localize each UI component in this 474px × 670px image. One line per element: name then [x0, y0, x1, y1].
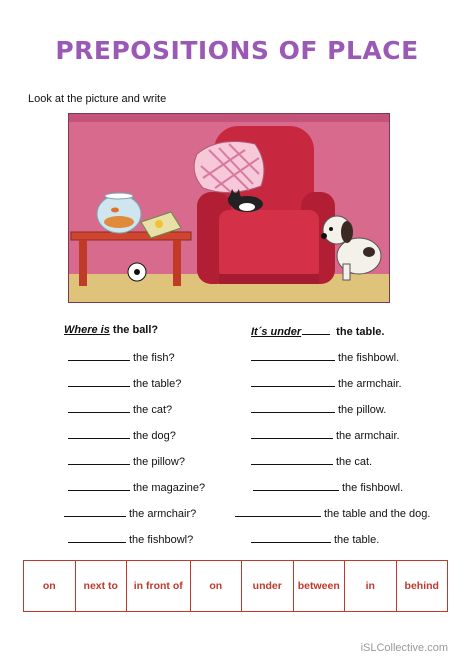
question-blank[interactable] [68, 454, 130, 465]
question-row [68, 376, 181, 390]
question-blank[interactable] [68, 428, 130, 439]
answer-blank[interactable] [251, 350, 335, 361]
example-answer-suffix: the table. [333, 326, 385, 338]
example-question-suffix: the ball? [109, 324, 159, 336]
answer-row [251, 402, 386, 416]
question-blank[interactable] [68, 350, 130, 361]
answer-text: the armchair. [338, 378, 402, 390]
question-row [68, 532, 193, 546]
preposition-cell: behind [396, 561, 448, 611]
example-answer-underline [302, 324, 330, 335]
preposition-cell: between [293, 561, 345, 611]
answer-row [235, 506, 430, 520]
answer-row [251, 532, 379, 546]
preposition-cell: on [190, 561, 242, 611]
answer-row [251, 376, 402, 390]
answer-text: the fishbowl. [342, 482, 404, 494]
question-text: the armchair? [129, 508, 197, 520]
question-text: the dog? [133, 430, 176, 442]
preposition-cell: under [241, 561, 293, 611]
worksheet-title: PREPOSITIONS OF PLACE [55, 36, 419, 65]
example-question-prefix: Where is [64, 324, 110, 336]
pillow-illustration [194, 142, 264, 194]
question-row [68, 454, 185, 468]
answer-row [251, 350, 399, 364]
answer-blank[interactable] [235, 506, 321, 517]
answer-blank[interactable] [253, 480, 339, 491]
preposition-cell: in [344, 561, 396, 611]
question-text: the cat? [133, 404, 173, 416]
example-answer-prefix: It´s under [251, 326, 302, 338]
question-text: the fishbowl? [129, 534, 194, 546]
answer-blank[interactable] [251, 454, 333, 465]
answer-text: the cat. [336, 456, 373, 468]
answer-blank[interactable] [251, 376, 335, 387]
preposition-cell: next to [75, 561, 127, 611]
preposition-cell: on [42, 579, 56, 592]
site-watermark: iSLCollective.com [360, 642, 448, 654]
question-blank[interactable] [68, 532, 126, 543]
answer-blank[interactable] [251, 428, 333, 439]
answer-text: the armchair. [336, 430, 400, 442]
question-row [68, 350, 175, 364]
question-blank[interactable] [68, 402, 130, 413]
preposition-cell: in front of [126, 561, 190, 611]
question-blank[interactable] [64, 506, 126, 517]
answer-text: the fishbowl. [338, 352, 400, 364]
answer-blank[interactable] [251, 532, 331, 543]
answer-text: the table and the dog. [324, 508, 431, 520]
question-text: the pillow? [133, 456, 185, 468]
answer-row [251, 454, 372, 468]
question-blank[interactable] [68, 480, 130, 491]
room-illustration [68, 113, 390, 303]
example-question [64, 324, 158, 336]
question-row [68, 402, 172, 416]
question-text: the magazine? [133, 482, 206, 494]
answer-text: the pillow. [338, 404, 387, 416]
example-answer [251, 324, 384, 338]
question-row [68, 428, 176, 442]
ball-illustration [128, 263, 146, 281]
prepositions-box [23, 560, 448, 612]
question-blank[interactable] [68, 376, 130, 387]
instruction-text: Look at the picture and write [28, 93, 167, 105]
question-row [68, 480, 205, 494]
answer-row [253, 480, 403, 494]
question-row [64, 506, 196, 520]
question-text: the fish? [133, 352, 175, 364]
answer-row [251, 428, 400, 442]
answer-text: the table. [334, 534, 380, 546]
answer-blank[interactable] [251, 402, 335, 413]
question-text: the table? [133, 378, 182, 390]
